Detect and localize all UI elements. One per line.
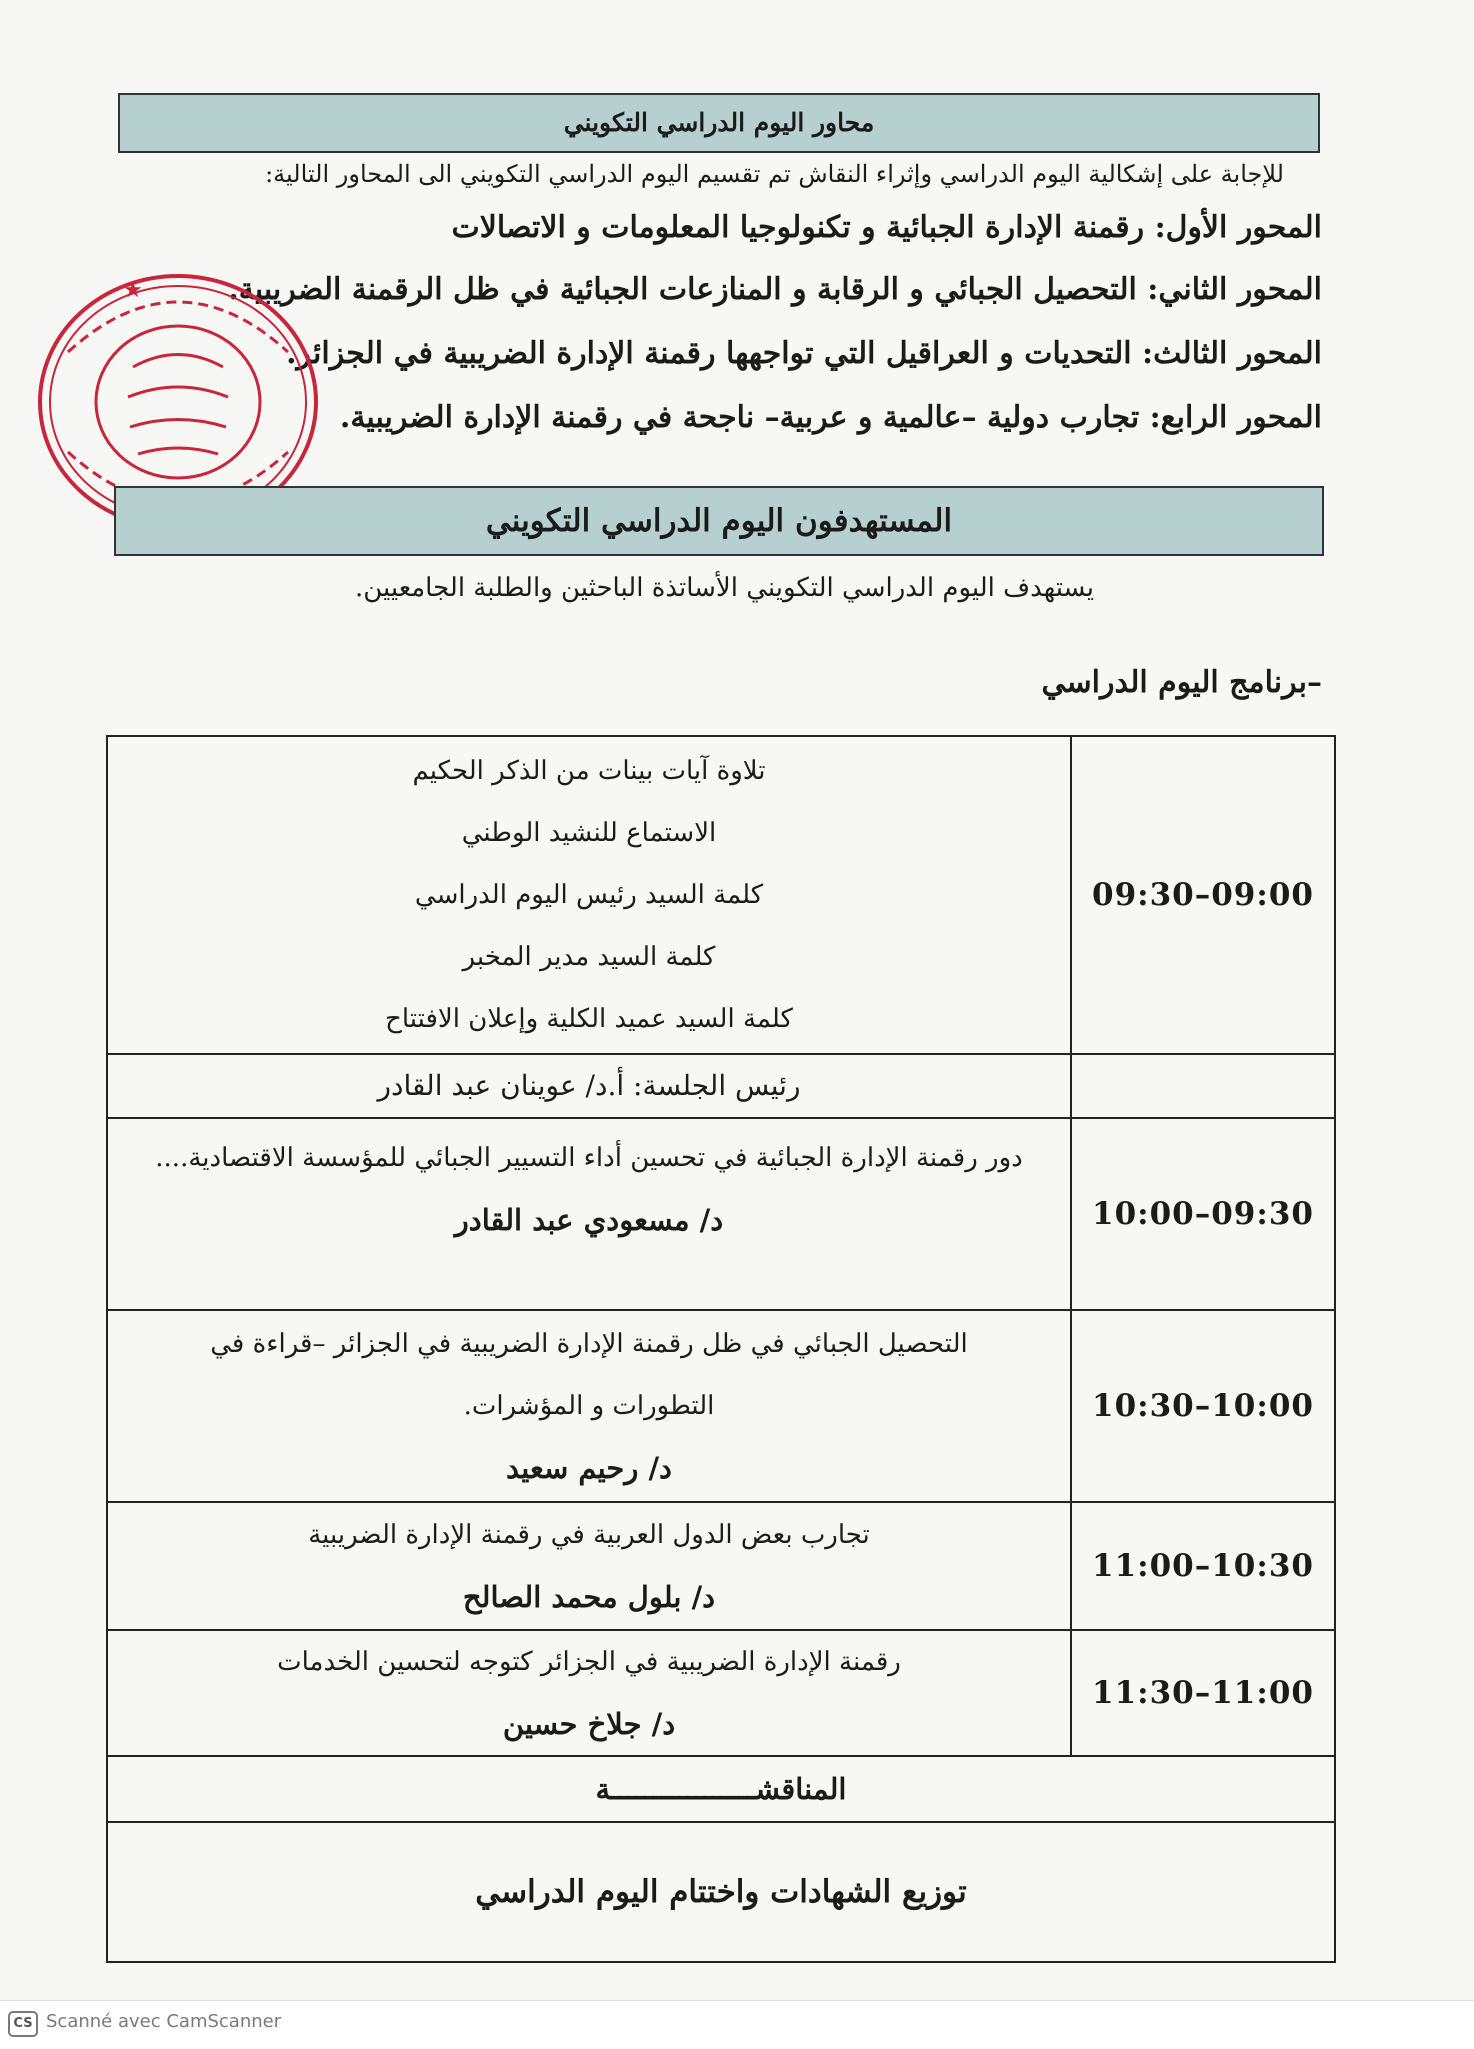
- axis-1: المحور الأول: رقمنة الإدارة الجبائية و تكنولوجيا المعلومات و الاتصالات: [451, 210, 1322, 245]
- table-row: [107, 736, 1335, 1054]
- svg-text:★: ★: [123, 278, 143, 303]
- table-row: [107, 1118, 1335, 1310]
- schedule-table: [106, 735, 1336, 1963]
- time-slot: 10:00–09:30: [1071, 1118, 1335, 1310]
- discussion-label: المناقشـــــــــــــــــة: [595, 1772, 847, 1806]
- opening-item: كلمة السيد عميد الكلية وإعلان الافتتاح: [385, 1004, 793, 1034]
- targets-heading: المستهدفون اليوم الدراسي التكويني: [114, 486, 1324, 556]
- axis-2: المحور الثاني: التحصيل الجبائي و الرقابة و المنازعات الجبائية في ظل الرقمنة الضريبية.: [228, 272, 1322, 307]
- opening-items: [107, 736, 1071, 1054]
- table-row: [107, 1310, 1335, 1502]
- axes-heading: محاور اليوم الدراسي التكويني: [118, 93, 1320, 153]
- opening-item: كلمة السيد مدير المخبر: [462, 942, 716, 972]
- target-text: يستهدف اليوم الدراسي التكويني الأساتذة الباحثين والطلبة الجامعيين.: [354, 573, 1094, 603]
- time-slot: 10:30–10:00: [1071, 1310, 1335, 1502]
- table-row: [107, 1822, 1335, 1962]
- time-slot: 11:30–11:00: [1071, 1630, 1335, 1756]
- session-title: تجارب بعض الدول العربية في رقمنة الإدارة الضريبية: [308, 1520, 870, 1550]
- session-title-continued: التطورات و المؤشرات.: [463, 1391, 715, 1421]
- session-speaker: د/ جلاخ حسين: [502, 1707, 676, 1741]
- table-row: [107, 1054, 1335, 1118]
- camscanner-logo-icon: CS: [8, 2011, 38, 2037]
- axis-4: المحور الرابع: تجارب دولية –عالمية و عربية– ناجحة في رقمنة الإدارة الضريبية.: [339, 400, 1322, 435]
- session-speaker: د/ مسعودي عبد القادر: [454, 1203, 724, 1237]
- session-title: رقمنة الإدارة الضريبية في الجزائر كتوجه لتحسين الخدمات: [277, 1647, 901, 1677]
- opening-item: تلاوة آيات بينات من الذكر الحكيم: [412, 756, 766, 786]
- time-slot: 09:30–09:00: [1071, 736, 1335, 1054]
- program-title: –برنامج اليوم الدراسي: [1041, 665, 1322, 700]
- axis-3: المحور الثالث: التحديات و العراقيل التي تواجهها رقمنة الإدارة الضريبية في الجزائر.: [286, 336, 1322, 371]
- time-slot-empty: [1071, 1054, 1335, 1118]
- scanner-footer: [0, 2000, 1474, 2049]
- opening-item: كلمة السيد رئيس اليوم الدراسي: [414, 880, 764, 910]
- session-title: التحصيل الجبائي في ظل رقمنة الإدارة الضريبية في الجزائر –قراءة في: [210, 1329, 968, 1359]
- opening-item: الاستماع للنشيد الوطني: [461, 818, 717, 848]
- session-speaker: د/ رحيم سعيد: [506, 1451, 672, 1485]
- session-speaker: د/ بلول محمد الصالح: [462, 1580, 716, 1614]
- time-slot: 11:00–10:30: [1071, 1502, 1335, 1630]
- table-row: [107, 1630, 1335, 1756]
- intro-text: للإجابة على إشكالية اليوم الدراسي وإثراء النقاش تم تقسيم اليوم الدراسي التكويني الى المحاور التالية:: [265, 160, 1284, 188]
- session-chair: رئيس الجلسة: أ.د/ عوينان عبد القادر: [377, 1069, 801, 1102]
- table-row: [107, 1756, 1335, 1822]
- session-title: دور رقمنة الإدارة الجبائية في تحسين أداء التسيير الجبائي للمؤسسة الاقتصادية....: [155, 1143, 1023, 1173]
- scanner-watermark-text: Scanné avec CamScanner: [46, 2011, 282, 2032]
- table-row: [107, 1502, 1335, 1630]
- closing-label: توزيع الشهادات واختتام اليوم الدراسي: [475, 1874, 967, 1910]
